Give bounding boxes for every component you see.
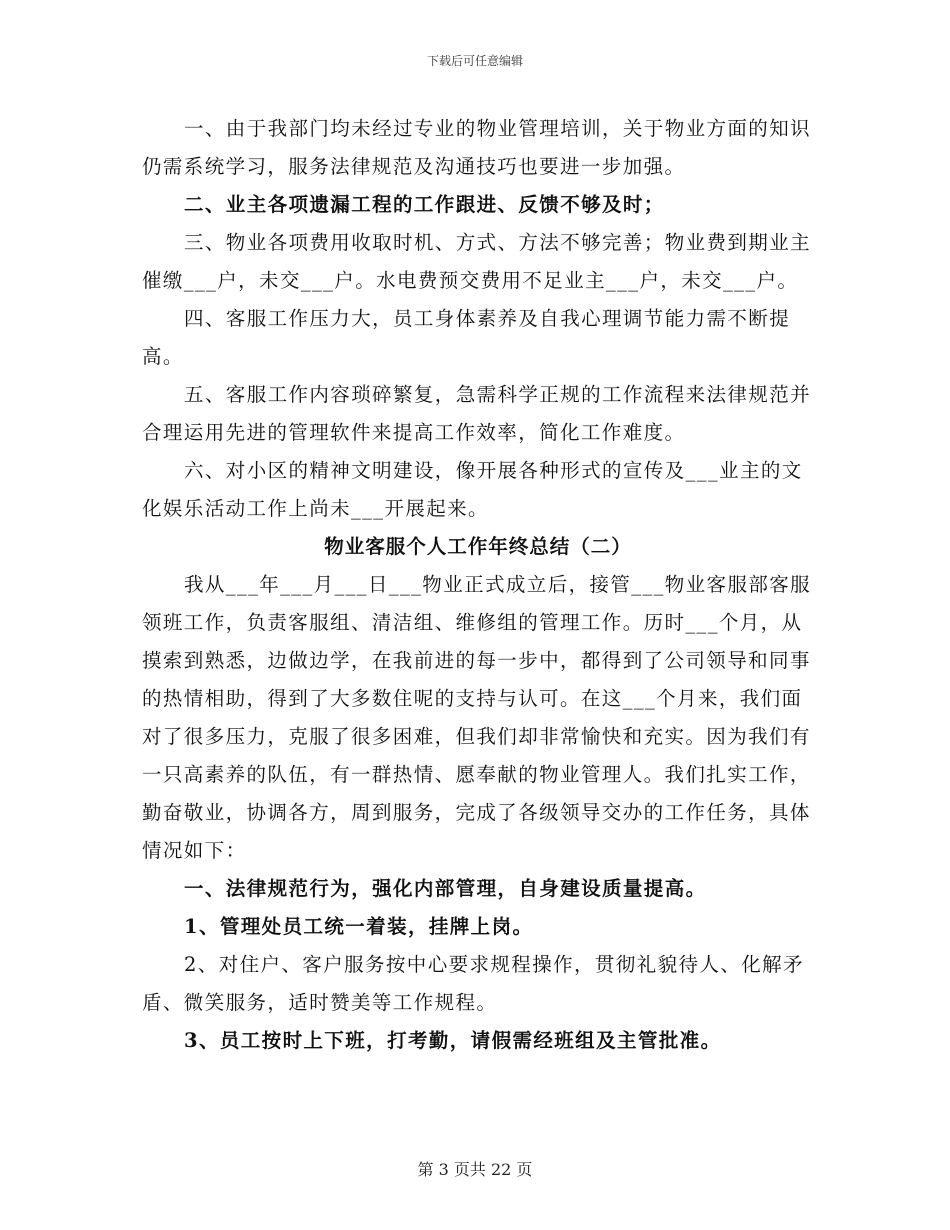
paragraph-7: 我从___年___月___日___物业正式成立后，接管___物业客服部客服领班工作，负责客服组、清洁组、维修组的管理工作。历时___个月，从摸索到熟悉，边做边学，在我前进的每一步中，都得到了公司领导和同事的热情相助，得到了大多数住呢的支持与认可。在这___个月来，我们面对了很多压力，克服了很多困难，但我们却非常愉快和充实。因为我们有一只高素养的队伍，有一群热情、愿奉献的物业管理人。我们扎实工作，勤奋敬业，协调各方，周到服务，完成了各级领导交办的工作任务，具体情况如下：	[142, 573, 812, 862]
paragraph-2: 二、业主各项遗漏工程的工作跟进、反馈不够及时；	[184, 193, 665, 216]
paragraph-5: 五、客服工作内容琐碎繁复，急需科学正规的工作流程来法律规范并合理运用先进的管理软件来提高工作效率，简化工作难度。	[142, 383, 812, 444]
document-body	[142, 110, 814, 1060]
paragraph-11: 3、员工按时上下班，打考勤，请假需经班组及主管批准。	[184, 1029, 722, 1052]
paragraph-1: 一、由于我部门均未经过专业的物业管理培训，关于物业方面的知识仍需系统学习，服务法律规范及沟通技巧也要进一步加强。	[142, 117, 812, 178]
section-title: 物业客服个人工作年终总结（二）	[324, 535, 632, 558]
paragraph-10: 2、对住户、客户服务按中心要求规程操作，贯彻礼貌待人、化解矛盾、微笑服务，适时赞美等工作规程。	[142, 953, 804, 1014]
paragraph-3: 三、物业各项费用收取时机、方式、方法不够完善；物业费到期业主催缴___户，未交___户。水电费预交费用不足业主___户，未交___户。	[142, 231, 812, 292]
paragraph-8: 一、法律规范行为，强化内部管理，自身建设质量提高。	[184, 877, 707, 900]
page-footer: 第 3 页共 22 页	[417, 1160, 533, 1179]
paragraph-6: 六、对小区的精神文明建设，像开展各种形式的宣传及___业主的文化娱乐活动工作上尚未___开展起来。	[142, 459, 803, 520]
paragraph-4: 四、客服工作压力大，员工身体素养及自我心理调节能力需不断提高。	[142, 307, 791, 368]
paragraph-9: 1、管理处员工统一着装，挂牌上岗。	[184, 915, 534, 938]
page-header: 下载后可任意编辑	[426, 54, 523, 68]
